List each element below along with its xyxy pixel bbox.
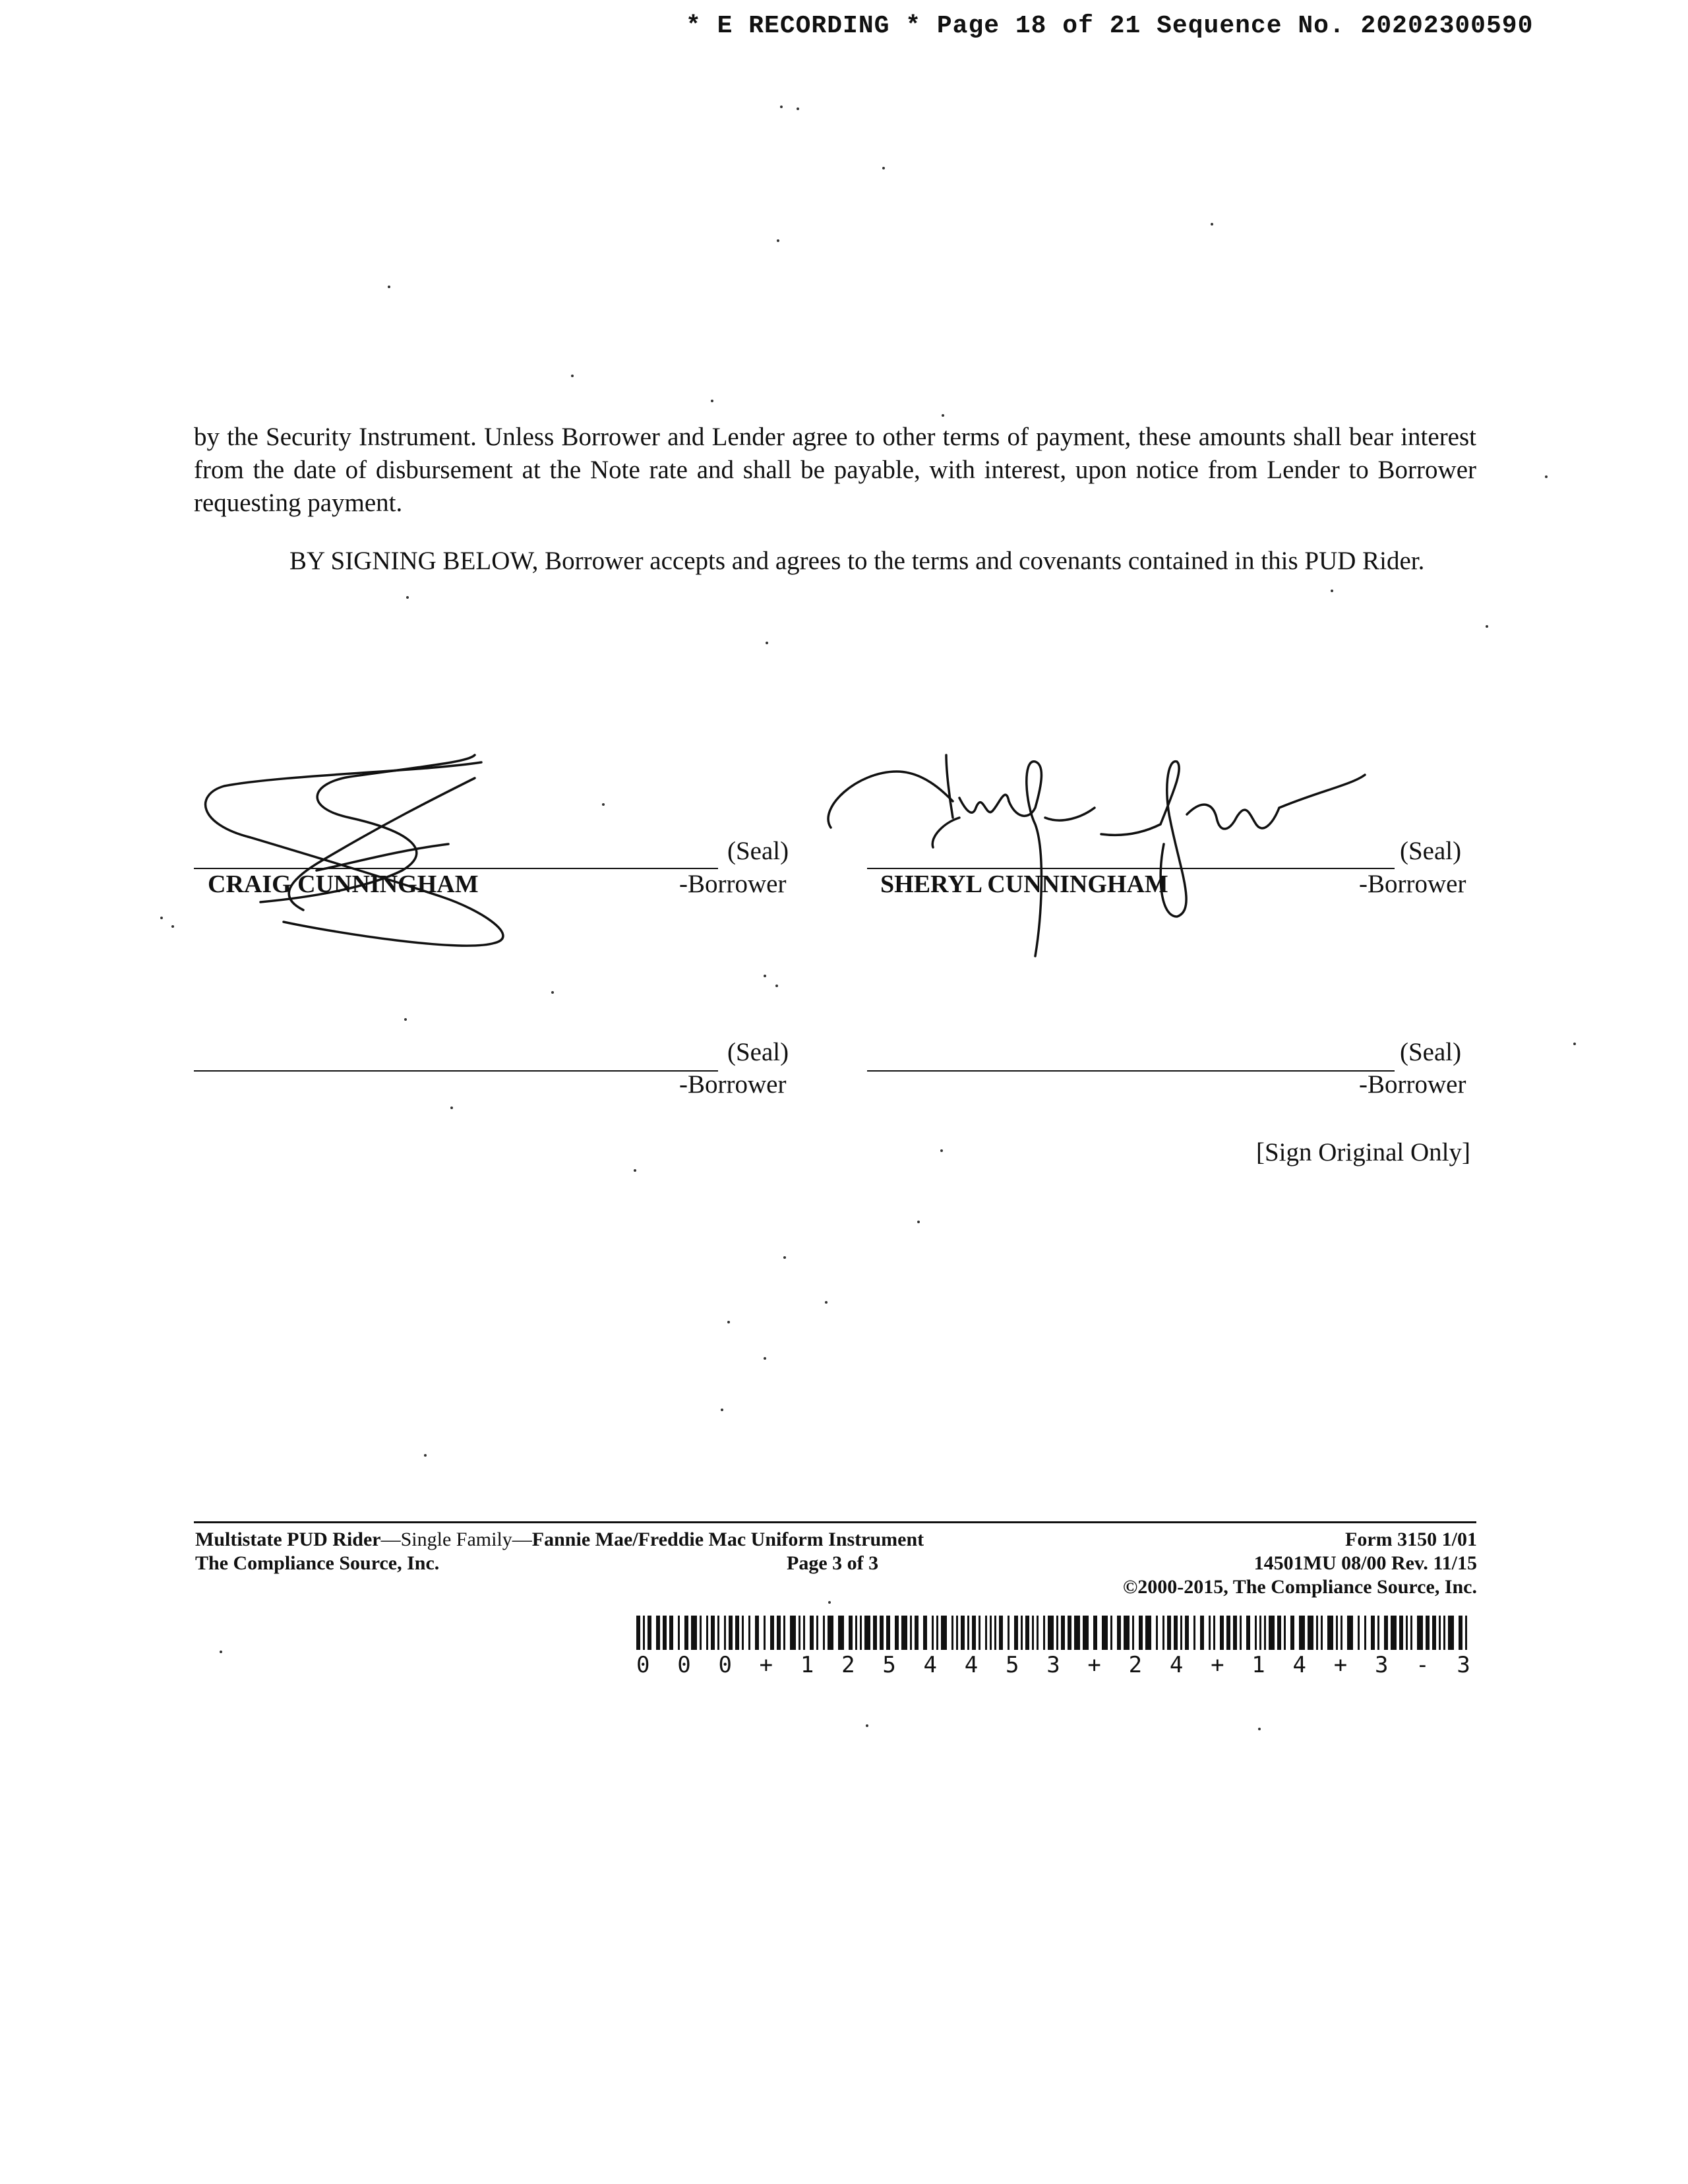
barcode-bar (1284, 1616, 1286, 1650)
footer-form-title (195, 1528, 924, 1552)
barcode-bar (1226, 1616, 1230, 1650)
barcode-bar (770, 1616, 774, 1650)
barcode-bar (1358, 1616, 1360, 1650)
barcode-bar (1240, 1616, 1242, 1650)
barcode-bar (1410, 1616, 1412, 1650)
barcode-bar (895, 1616, 899, 1650)
barcode-character: 3 (1457, 1652, 1470, 1678)
barcode-bar (1377, 1616, 1379, 1650)
barcode-bar (1032, 1616, 1034, 1650)
barcode-character: 3 (1046, 1652, 1060, 1678)
barcode-bar (941, 1616, 947, 1650)
barcode-bar (656, 1616, 660, 1650)
seal-label-1: (Seal) (727, 837, 789, 865)
barcode-bar (838, 1616, 844, 1650)
barcode-bar (1341, 1616, 1342, 1650)
barcode-bar (1156, 1616, 1158, 1650)
barcode-bar (979, 1616, 980, 1650)
barcode (636, 1616, 1474, 1650)
barcode-bar (764, 1616, 766, 1650)
barcode-bar (972, 1616, 976, 1650)
barcode-bar (799, 1616, 800, 1650)
barcode-bar (1220, 1616, 1224, 1650)
barcode-bar (1264, 1616, 1266, 1650)
barcode-bar (1246, 1616, 1250, 1650)
barcode-bar (1068, 1616, 1071, 1650)
form-title-part2: —Single Family— (380, 1529, 532, 1550)
barcode-character: + (1333, 1652, 1348, 1678)
barcode-bar (823, 1616, 825, 1650)
barcode-bar (1327, 1616, 1333, 1650)
barcode-character: + (759, 1652, 773, 1678)
borrower-label-4: -Borrower (1359, 1070, 1466, 1099)
barcode-bar (669, 1616, 673, 1650)
barcode-bar (755, 1616, 759, 1650)
barcode-bar (1048, 1616, 1054, 1650)
barcode-bar (663, 1616, 667, 1650)
barcode-character: 1 (1251, 1652, 1265, 1678)
barcode-bar (1008, 1616, 1010, 1650)
barcode-bar (1209, 1616, 1211, 1650)
paragraph-signing-below (194, 545, 1476, 578)
barcode-character: 2 (1128, 1652, 1143, 1678)
barcode-bar (684, 1616, 688, 1650)
barcode-bar (1371, 1616, 1375, 1650)
footer-revision: 14501MU 08/00 Rev. 11/15 (1253, 1552, 1477, 1574)
barcode-bar (956, 1616, 958, 1650)
barcode-bar (636, 1616, 640, 1650)
barcode-bar (860, 1616, 862, 1650)
barcode-bar (864, 1616, 870, 1650)
barcode-bar (961, 1616, 965, 1650)
barcode-bar (967, 1616, 969, 1650)
barcode-bar (1043, 1616, 1045, 1650)
barcode-bar (1290, 1616, 1294, 1650)
barcode-bar (849, 1616, 853, 1650)
barcode-character: 0 (636, 1652, 650, 1678)
barcode-bar (923, 1616, 927, 1650)
barcode-bar (1459, 1616, 1462, 1650)
barcode-bar (1269, 1616, 1275, 1650)
barcode-bar (1174, 1616, 1178, 1650)
barcode-bar (1193, 1616, 1195, 1650)
barcode-bar (777, 1616, 781, 1650)
barcode-bar (1110, 1616, 1112, 1650)
barcode-bar (936, 1616, 938, 1650)
barcode-bar (700, 1616, 702, 1650)
barcode-character: 0 (718, 1652, 732, 1678)
barcode-character: 1 (800, 1652, 814, 1678)
barcode-bar (1025, 1616, 1029, 1650)
barcode-bar (985, 1616, 987, 1650)
barcode-bar (1139, 1616, 1143, 1650)
barcode-bar (1259, 1616, 1261, 1650)
barcode-bar (1083, 1616, 1089, 1650)
barcode-bar (1417, 1616, 1423, 1650)
barcode-bar (1061, 1616, 1065, 1650)
barcode-bar (1117, 1616, 1121, 1650)
barcode-bar (1180, 1616, 1182, 1650)
barcode-bar (1364, 1616, 1366, 1650)
barcode-character: 4 (923, 1652, 938, 1678)
recording-header: * E RECORDING * Page 18 of 21 Sequence No. 20202300590 (686, 12, 1534, 40)
borrower-label-1: -Borrower (679, 870, 787, 898)
barcode-bar (1439, 1616, 1441, 1650)
barcode-bar (1336, 1616, 1338, 1650)
barcode-bar (886, 1616, 890, 1650)
barcode-bar (915, 1616, 919, 1650)
handwritten-signature-1 (185, 745, 554, 956)
borrower-label-2: -Borrower (1359, 870, 1466, 898)
barcode-bar (1426, 1616, 1430, 1650)
barcode-bar (1124, 1616, 1130, 1650)
barcode-bar (724, 1616, 726, 1650)
barcode-bar (1399, 1616, 1403, 1650)
footer-rule (194, 1521, 1476, 1523)
barcode-bar (1384, 1616, 1388, 1650)
signature-line-4 (867, 1070, 1395, 1072)
barcode-bar (1391, 1616, 1397, 1650)
barcode-bar (901, 1616, 907, 1650)
barcode-bar (1347, 1616, 1353, 1650)
barcode-bar (1102, 1616, 1108, 1650)
borrower-label-3: -Borrower (679, 1070, 787, 1099)
barcode-character: 4 (1169, 1652, 1184, 1678)
barcode-bar (648, 1616, 651, 1650)
barcode-character: 3 (1374, 1652, 1389, 1678)
barcode-bar (1233, 1616, 1237, 1650)
barcode-character: + (1211, 1652, 1224, 1678)
seal-label-2: (Seal) (1400, 837, 1462, 865)
barcode-bar (1037, 1616, 1039, 1650)
barcode-bar (1074, 1616, 1080, 1650)
barcode-bar (691, 1616, 697, 1650)
barcode-character: 4 (1292, 1652, 1306, 1678)
barcode-character: 0 (677, 1652, 691, 1678)
paragraph-signing-text: BY SIGNING BELOW, Borrower accepts and agrees to the terms and covenants contained in this PUD Rider. (289, 547, 1425, 575)
barcode-bar (855, 1616, 857, 1650)
seal-label-3: (Seal) (727, 1038, 789, 1066)
barcode-bar (1167, 1616, 1171, 1650)
footer-company: The Compliance Source, Inc. (195, 1552, 440, 1574)
barcode-bar (1021, 1616, 1023, 1650)
barcode-bar (1316, 1616, 1318, 1650)
barcode-bar (1448, 1616, 1454, 1650)
barcode-bar (810, 1616, 814, 1650)
barcode-bar (717, 1616, 719, 1650)
barcode-bar (678, 1616, 680, 1650)
barcode-bar (1432, 1616, 1436, 1650)
seal-label-4: (Seal) (1400, 1038, 1462, 1066)
barcode-character: 2 (841, 1652, 855, 1678)
signer-name-1: CRAIG CUNNINGHAM (208, 870, 479, 898)
barcode-bar (873, 1616, 877, 1650)
barcode-bar (643, 1616, 645, 1650)
barcode-bar (783, 1616, 785, 1650)
barcode-bar (932, 1616, 934, 1650)
barcode-bar (1145, 1616, 1151, 1650)
barcode-bar (1014, 1616, 1018, 1650)
barcode-bar (735, 1616, 739, 1650)
barcode-bar (1465, 1616, 1467, 1650)
barcode-bar (816, 1616, 818, 1650)
barcode-character: 5 (1005, 1652, 1019, 1678)
signer-name-2: SHERYL CUNNINGHAM (880, 870, 1168, 898)
barcode-bar (742, 1616, 744, 1650)
footer-form-number: Form 3150 1/01 (1345, 1529, 1477, 1550)
barcode-bar (1443, 1616, 1445, 1650)
barcode-bar (748, 1616, 750, 1650)
barcode-bar (1056, 1616, 1058, 1650)
barcode-bar (828, 1616, 833, 1650)
barcode-character: 5 (882, 1652, 896, 1678)
barcode-bar (910, 1616, 912, 1650)
form-title-part3: Fannie Mae/Freddie Mac Uniform Instrument (531, 1529, 924, 1550)
paragraph-payment-terms: by the Security Instrument. Unless Borrower and Lender agree to other terms of payment, these amounts shall bear interest from the date of disbursement at the Note rate and shall be payable, with interest, upon notice from Lender to Borrower requesting payment. (194, 423, 1476, 517)
barcode-bar (1162, 1616, 1164, 1650)
barcode-bar (1213, 1616, 1215, 1650)
barcode-bar (729, 1616, 733, 1650)
barcode-bar (999, 1616, 1003, 1650)
barcode-bar (1299, 1616, 1305, 1650)
barcode-bar (880, 1616, 884, 1650)
footer-page-number: Page 3 of 3 (787, 1552, 879, 1574)
barcode-bar (1308, 1616, 1313, 1650)
barcode-bar (1185, 1616, 1189, 1650)
barcode-characters (636, 1652, 1470, 1678)
barcode-bar (990, 1616, 992, 1650)
barcode-character: + (1087, 1652, 1101, 1678)
barcode-bar (803, 1616, 805, 1650)
barcode-bar (711, 1616, 715, 1650)
barcode-bar (1406, 1616, 1408, 1650)
barcode-bar (1255, 1616, 1257, 1650)
barcode-bar (994, 1616, 996, 1650)
barcode-bar (1321, 1616, 1323, 1650)
handwritten-signature-2 (818, 745, 1490, 969)
barcode-bar (790, 1616, 796, 1650)
signature-line-3 (194, 1070, 718, 1072)
barcode-bar (951, 1616, 953, 1650)
sign-original-note: [Sign Original Only] (1256, 1138, 1470, 1167)
barcode-bar (1132, 1616, 1134, 1650)
barcode-bar (706, 1616, 708, 1650)
barcode-bar (1277, 1616, 1281, 1650)
footer-copyright: ©2000-2015, The Compliance Source, Inc. (1122, 1576, 1477, 1598)
barcode-bar (1200, 1616, 1204, 1650)
barcode-character: - (1416, 1652, 1430, 1678)
barcode-bar (1093, 1616, 1097, 1650)
barcode-character: 4 (964, 1652, 979, 1678)
form-title-part1: Multistate PUD Rider (195, 1529, 381, 1550)
